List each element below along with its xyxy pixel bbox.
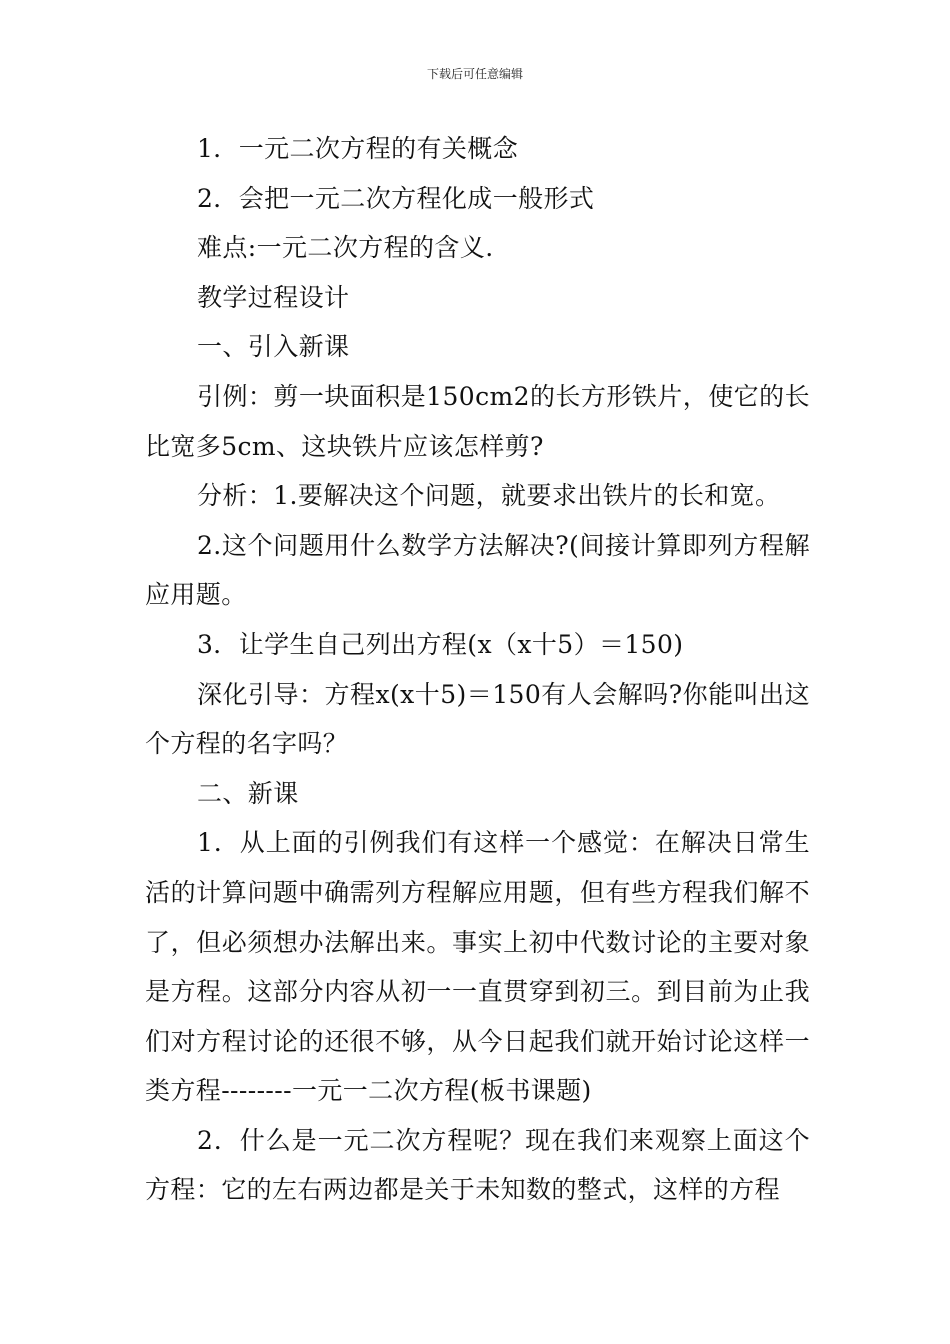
paragraph-objective-1: 1．一元二次方程的有关概念 [197,134,519,163]
section-heading-new-lesson: 二、新课 [197,778,299,808]
section-heading-process: 教学过程设计 [197,282,350,312]
paragraph-objective-2: 2．会把一元二次方程化成一般形式 [197,183,595,213]
paragraph-analysis-1: 分析：1.要解决这个问题，就要求出铁片的长和宽。 [197,481,781,511]
section-heading-intro: 一、引入新课 [197,332,350,362]
paragraph-analysis-3: 3．让学生自己列出方程(x（x十5）＝150) [197,629,684,659]
page-header: 下载后可任意编辑 [426,67,523,81]
paragraph-example: 引例：剪一块面积是150cm2的长方形铁片，使它的长比宽多5cm、这块铁片应该怎样剪? [145,381,810,461]
paragraph-new-lesson-2: 2．什么是一元二次方程呢？现在我们来观察上面这个方程：它的左右两边都是关于未知数的整式，这样的方程 [145,1125,810,1205]
paragraph-analysis-2: 2.这个问题用什么数学方法解决?(间接计算即列方程解应用题。 [145,530,810,610]
paragraph-new-lesson-1: 1．从上面的引例我们有这样一个感觉：在解决日常生活的计算问题中确需列方程解应用题，但有些方程我们解不了，但必须想办法解出来。事实上初中代数讨论的主要对象是方程。这部分内容从初一一直贯穿到初三。到目前为止我们对方程讨论的还很不够，从今日起我们就开始讨论这样一类方程--------一元一二次方程(板书课题) [145,828,810,1106]
paragraph-difficulty: 难点:一元二次方程的含义. [197,233,494,263]
document-body [145,124,810,1215]
paragraph-deepen: 深化引导：方程x(x十5)＝150有人会解吗?你能叫出这个方程的名字吗？ [145,679,810,759]
